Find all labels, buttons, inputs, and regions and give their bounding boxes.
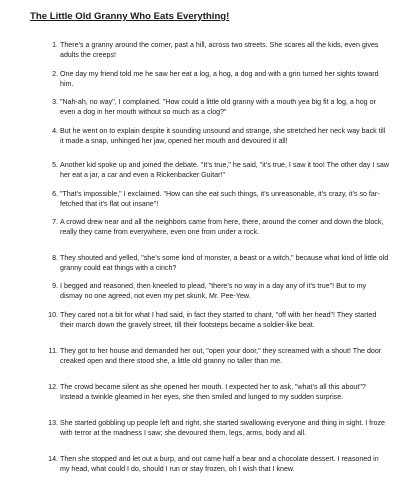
- stanza-number: 14.: [48, 455, 58, 463]
- list-item: [52, 189, 390, 210]
- stanza-text: "Nah-ah, no way", I complained. "How could a little old granny with a mouth yea big fit a log, a hog or even a dog in her mouth without so much as a clog?": [60, 98, 376, 117]
- stanza-text: One day my friend told me he saw her eat a log, a hog, a dog and with a grin turned her sights toward him.: [60, 70, 379, 89]
- list-item: [48, 346, 390, 367]
- list-item: [52, 126, 390, 147]
- stanza-text: Another kid spoke up and joined the debate. "It’s true," he said, "it’s true, I saw it too! The other day I saw her eat a jar, a car and even a Rickenbacker Guitar!": [60, 161, 389, 180]
- stanza-number: 9.: [52, 282, 58, 290]
- stanza-text: Then she stopped and let out a burp, and out came half a bear and a chocolate dessert. I reasoned in my head, what could I do, should I run or stay frozen, oh I wish that I knew.: [60, 455, 379, 474]
- list-item: [52, 97, 390, 118]
- list-item: [52, 40, 390, 61]
- stanza-text: "That’s impossible," I exclaimed. "How can she eat such things, it’s unreasonable, it’s crazy, it’s so far-fetched that it’s flat out insane"!: [60, 190, 380, 209]
- list-item: [52, 281, 390, 302]
- list-item: [52, 217, 390, 238]
- document-title: The Little Old Granny Who Eats Everything!: [30, 11, 230, 22]
- stanza-number: 11.: [48, 347, 58, 355]
- stanza-number: 7.: [52, 218, 58, 226]
- stanza-text: They cared not a bit for what I had said, in fact they started to chant, "off with her head"! They started their march down the gravely street, till their footsteps became a soldier-like beat.: [60, 311, 377, 330]
- stanza-number: 13.: [48, 419, 58, 427]
- list-item: [48, 310, 390, 331]
- stanza-text: They got to her house and demanded her out, "open your door," they screamed with a shout! The door creaked open and there stood she, a little old granny no taller than me.: [60, 347, 382, 366]
- stanza-number: 4.: [52, 127, 58, 135]
- list-item: [48, 382, 390, 403]
- stanza-number: 6.: [52, 190, 58, 198]
- stanza-number: 3.: [52, 98, 58, 106]
- stanza-text: But he went on to explain despite it sounding unsound and strange, she stretched her neck way back till it made a snap, unhinged her jaw, opened her mouth and devoured it all!: [60, 127, 386, 146]
- list-item: [52, 69, 390, 90]
- list-item: [48, 454, 390, 475]
- stanza-text: There’s a granny around the corner, past a hill, across two streets. She scares all the kids, even gives adults the creeps!: [60, 41, 379, 60]
- stanza-number: 5.: [52, 161, 58, 169]
- stanza-text: A crowd drew near and all the neighbors came from here, there, around the corner and down the block, really they came from everywhere, even one from under a rock.: [60, 218, 384, 237]
- stanza-text: The crowd became silent as she opened her mouth. I expected her to ask, "what’s all this about"? Instead a twinkle gleamed in her eyes, she then smiled and lunged to my sudden surprise.: [60, 383, 366, 402]
- stanza-number: 8.: [52, 254, 58, 262]
- stanza-number: 10.: [48, 311, 58, 319]
- list-item: [48, 418, 390, 439]
- stanza-number: 1.: [52, 41, 58, 49]
- list-item: [52, 253, 390, 274]
- stanza-text: I begged and reasoned, then kneeled to plead, "there’s no way in a day any of it’s true"! But to my dismay no one agreed, not even my pet skunk, Mr. Pee-Yew.: [60, 282, 367, 301]
- list-item: [52, 160, 390, 181]
- stanza-number: 2.: [52, 70, 58, 78]
- stanza-text: She started gobbling up people left and right, she started swallowing everyone and thing in sight. I froze with terror at the madness I saw; she devoured them, legs, arms, body and all.: [60, 419, 385, 438]
- stanza-number: 12.: [48, 383, 58, 391]
- stanza-text: They shouted and yelled, "she’s some kind of monster, a beast or a witch," because what kind of little old granny could eat things with a cinch?: [60, 254, 389, 273]
